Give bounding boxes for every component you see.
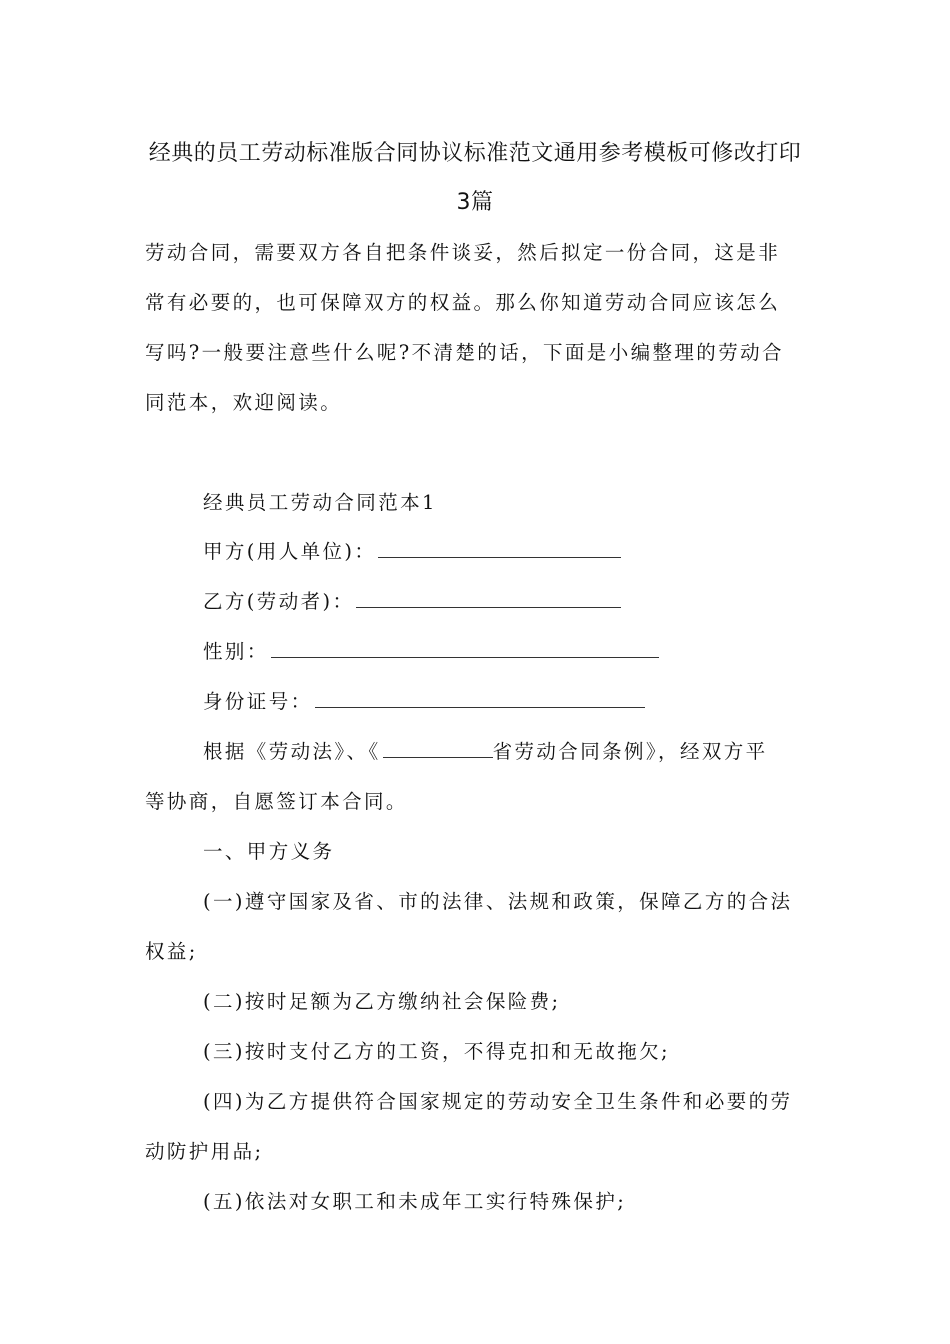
document-title-line1: 经典的员工劳动标准版合同协议标准范文通用参考模板可修改打印 (148, 141, 802, 166)
intro-line-4: 同范本，欢迎阅读。 (145, 391, 343, 414)
item1-line2: 权益; (145, 940, 198, 963)
intro-line-3: 写吗?一般要注意些什么呢?不清楚的话，下面是小编整理的劳动合 (145, 341, 784, 364)
basis-line-1 (203, 727, 868, 777)
item1-line1: (一)遵守国家及省、市的法律、法规和政策，保障乙方的合法 (203, 890, 793, 913)
intro-line-1: 劳动合同，需要双方各自把条件谈妥，然后拟定一份合同，这是非 (145, 241, 781, 264)
id-blank (315, 685, 645, 708)
gender-blank (271, 635, 659, 658)
party-b-blank (356, 585, 621, 608)
party-a-blank (378, 535, 621, 558)
party-a-row (203, 527, 868, 577)
basis-line1-post: 省劳动合同条例》，经双方平 (492, 740, 768, 763)
id-label: 身份证号： (203, 690, 313, 713)
party-b-label: 乙方(劳动者)： (203, 590, 355, 613)
party-b-row (203, 577, 868, 627)
party-a-label: 甲方(用人单位)： (203, 540, 377, 563)
gender-label: 性别： (203, 640, 269, 663)
id-row (203, 677, 868, 727)
section1-heading: 一、甲方义务 (203, 840, 335, 863)
item5: (五)依法对女职工和未成年工实行特殊保护; (203, 1190, 627, 1213)
item3: (三)按时支付乙方的工资，不得克扣和无故拖欠; (203, 1040, 670, 1063)
basis-line1-pre: 根据《劳动法》、《 (203, 740, 381, 763)
item4-line1: (四)为乙方提供符合国家规定的劳动安全卫生条件和必要的劳 (203, 1090, 793, 1113)
intro-line-2: 常有必要的，也可保障双方的权益。那么你知道劳动合同应该怎么 (145, 291, 781, 314)
document-title-line2: 3篇 (456, 190, 494, 215)
item2: (二)按时足额为乙方缴纳社会保险费; (203, 990, 561, 1013)
gender-row (203, 627, 868, 677)
province-blank (383, 735, 493, 758)
basis-line-2: 等协商，自愿签订本合同。 (145, 790, 408, 813)
contract-heading: 经典员工劳动合同范本1 (203, 491, 437, 514)
item4-line2: 动防护用品; (145, 1140, 264, 1163)
